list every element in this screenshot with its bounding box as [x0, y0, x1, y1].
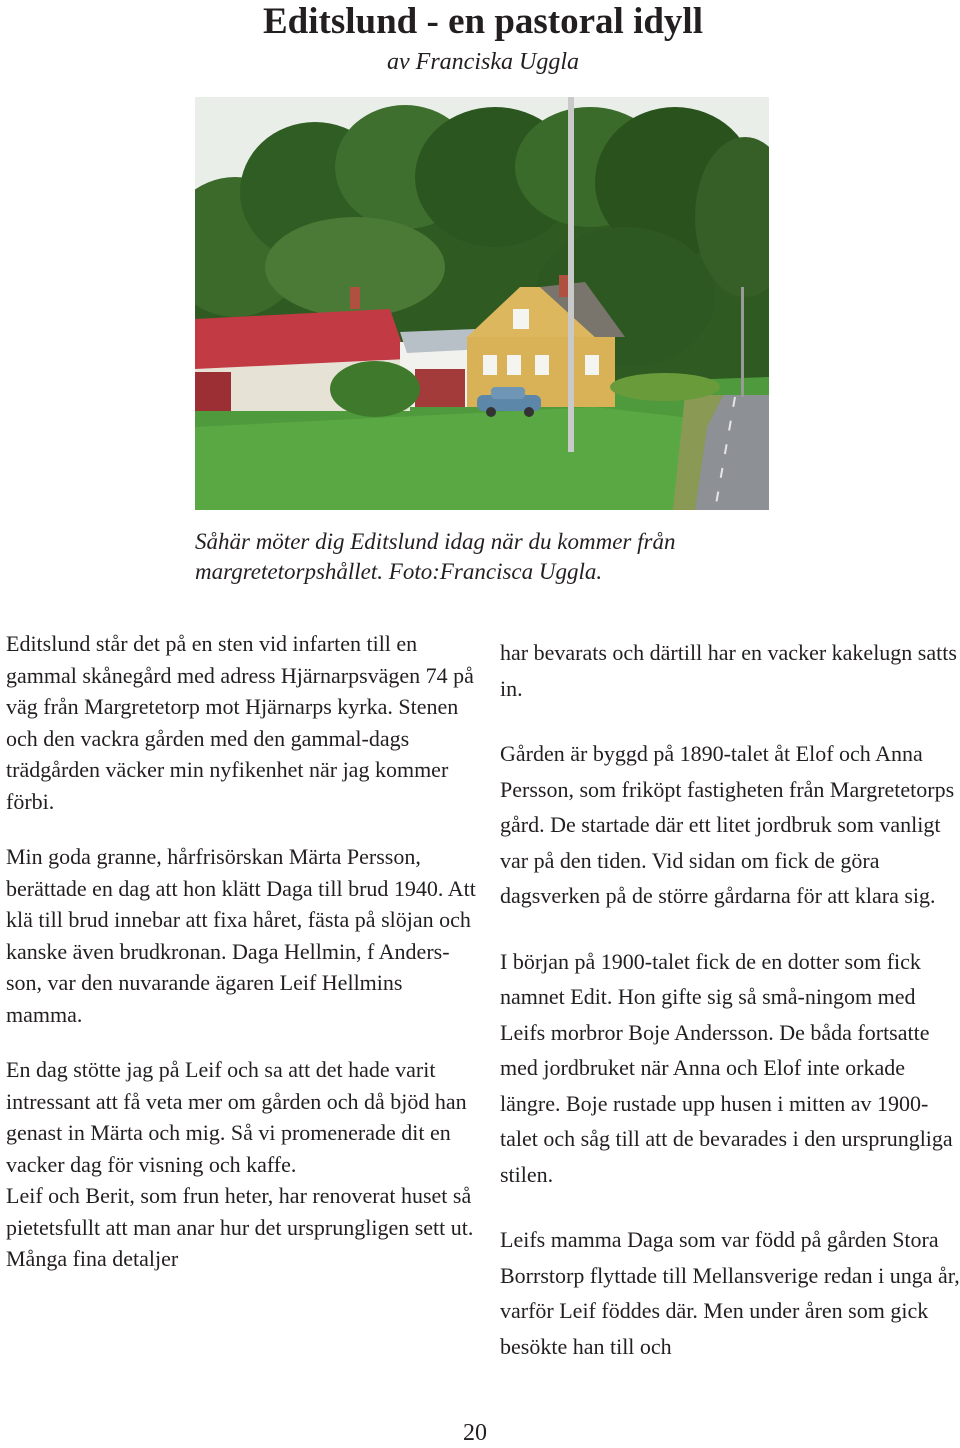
left-paragraph-4: Leif och Berit, som frun heter, har renoverat huset så pietetsfullt att man anar hur det ursprungligen sett ut. Många fina detaljer [6, 1183, 474, 1271]
caption-line-2: margretetorpshållet. Foto:Francisca Uggla. [195, 559, 603, 584]
right-paragraph-4: Leifs mamma Daga som var född på gården Stora Borrstorp flyttade till Mellansverige redan i unga år, varför Leif föddes där. Men under åren som gick besökte han till och [500, 1227, 960, 1359]
article-title: Editslund - en pastoral idyll [262, 1, 703, 42]
farmhouse-photo [195, 97, 769, 510]
caption-line-1: Såhär möter dig Editslund idag när du kommer från [195, 529, 676, 554]
right-paragraph-1: har bevarats och därtill har en vacker kakelugn satts in. [500, 640, 957, 701]
right-paragraph-2: Gården är byggd på 1890-talet åt Elof och Anna Persson, som friköpt fastigheten från Margretetorps gård. De startade där ett litet jordbruk som vanligt var på den tiden. Vid sidan om fick de göra dagsverken på de större gårdarna för att klara sig. [500, 741, 955, 908]
right-column [500, 635, 960, 1364]
right-paragraph-3: I början på 1900-talet fick de en dotter som fick namnet Edit. Hon gifte sig så små-ningom med Leifs morbror Boje Andersson. De båda fortsatte med jordbruket när Anna och Elof inte orkade längre. Boje rustade upp husen i mitten av 1900-talet och såg till att de bevarades i den ursprungliga stilen. [500, 948, 953, 1187]
left-paragraph-1: Editslund står det på en sten vid infarten till en gammal skånegård med adress Hjärnarpsvägen 74 på väg från Margretetorp mot Hjärnarps kyrka. Stenen och den vackra gården med den gammal-dags trädgården väcker min nyfikenhet när jag kommer förbi. [6, 631, 474, 814]
left-paragraph-2: Min goda granne, hårfrisörskan Märta Persson, berättade en dag att hon klätt Daga till brud 1940. Att klä till brud innebar att fixa håret, fästa på slöjan och kanske även brudkronan. Daga Hellmin, f Anders-son, var den nuvarande ägaren Leif Hellmins mamma. [6, 844, 476, 1027]
article-byline: av Franciska Uggla [387, 49, 579, 75]
page-number: 20 [463, 1420, 487, 1446]
left-column [6, 628, 478, 1275]
utility-pole [568, 97, 574, 452]
photo-caption [195, 527, 795, 587]
left-paragraph-3: En dag stötte jag på Leif och sa att det hade varit intressant att få veta mer om gården och då bjöd han genast in Märta och mig. Så vi promenerade dit en vacker dag för visning och kaffe. [6, 1057, 467, 1177]
